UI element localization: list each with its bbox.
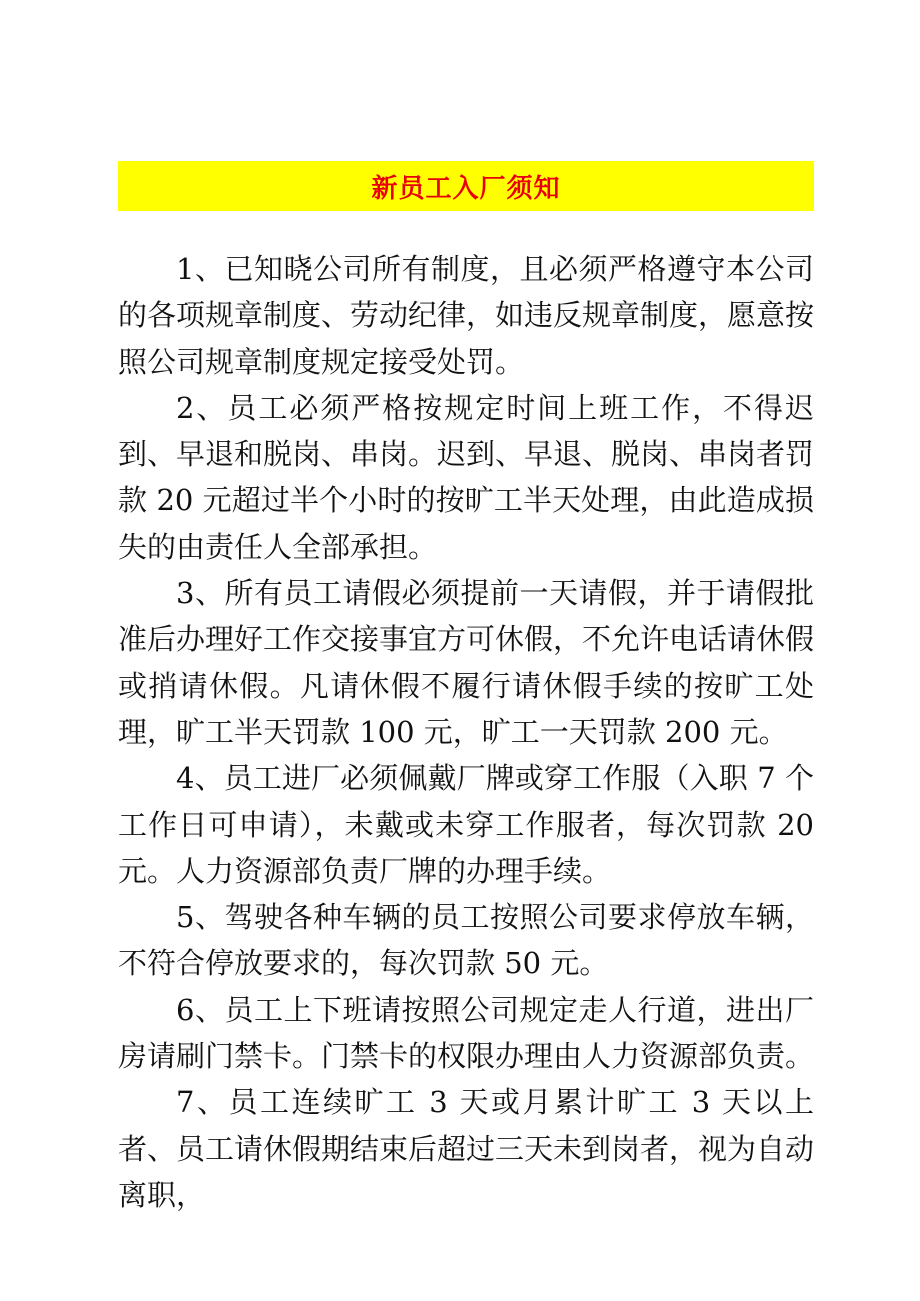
rule-paragraph-4: 4、员工进厂必须佩戴厂牌或穿工作服（入职 7 个工作日可申请），未戴或未穿工作服者，每次罚款 20 元。人力资源部负责厂牌的办理手续。 <box>118 761 814 888</box>
rule-paragraph-3: 3、所有员工请假必须提前一天请假，并于请假批准后办理好工作交接事宜方可休假，不允许电话请休假或捎请休假。凡请休假不履行请休假手续的按旷工处理，旷工半天罚款 100 元，旷工一天罚款 200 元。 <box>118 576 815 749</box>
rule-paragraph-5: 5、驾驶各种车辆的员工按照公司要求停放车辆，不符合停放要求的，每次罚款 50 元。 <box>118 900 814 981</box>
document-body <box>118 246 814 1218</box>
title-banner <box>118 161 814 211</box>
document-title: 新员工入厂须知 <box>371 173 561 204</box>
rule-paragraph-7: 7、员工连续旷工 3 天或月累计旷工 3 天以上者、员工请休假期结束后超过三天未到岗者，视为自动离职， <box>118 1085 815 1212</box>
rule-paragraph-2: 2、员工必须严格按规定时间上班工作，不得迟到、早退和脱岗、串岗。迟到、早退、脱岗、串岗者罚款 20 元超过半个小时的按旷工半天处理，由此造成损失的由责任人全部承担。 <box>118 390 815 564</box>
rule-paragraph-1: 1、已知晓公司所有制度，且必须严格遵守本公司的各项规章制度、劳动纪律，如违反规章制度，愿意按照公司规章制度规定接受处罚。 <box>118 252 815 379</box>
rule-paragraph-6: 6、员工上下班请按照公司规定走人行道，进出厂房请刷门禁卡。门禁卡的权限办理由人力资源部负责。 <box>118 992 815 1074</box>
